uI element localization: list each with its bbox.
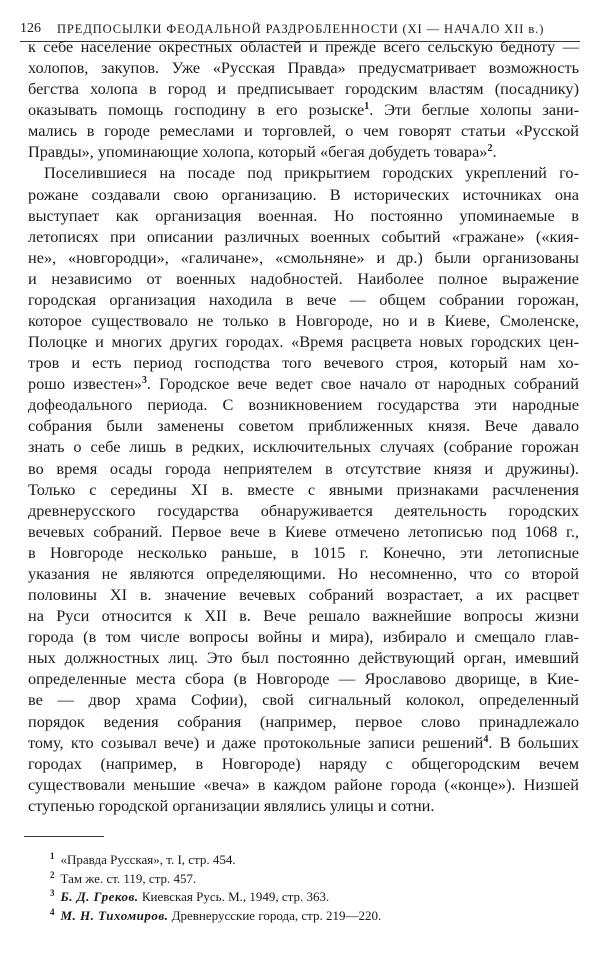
footnote-rule [24, 836, 104, 837]
text-line [28, 184, 579, 205]
text-line [28, 626, 579, 647]
text-segment: не», «новгородци», «галичане», «смольняне» и др.) были организованы [28, 247, 579, 267]
text-line [28, 331, 579, 352]
text-segment: . [492, 142, 497, 162]
text-segment: оказывать помощь господину в его розыске [28, 100, 365, 120]
text-segment: Правды», упоминающие холопа, который «бегая добудеть товара» [28, 142, 488, 162]
footnote-author: М. Н. Тихомиров. [60, 908, 169, 924]
text-line [28, 162, 579, 183]
text-segment: мались в городе ремеслами и торговлей, о чем говорят статьи «Русской [28, 121, 579, 141]
footnote [50, 907, 381, 926]
text-line [28, 795, 579, 816]
footnote-number: 3 [50, 888, 55, 899]
text-line [28, 247, 579, 268]
text-line [28, 689, 579, 710]
text-segment: Только с середины XI в. вместе с явными признаками расчленения [28, 479, 579, 499]
text-line [28, 415, 579, 436]
text-segment: городах (например, в Новгороде) наряду с общегородским вечем [28, 753, 579, 773]
text-line [28, 647, 579, 668]
footnote-text: Киевская Русь. М., 1949, стр. 363. [141, 889, 330, 905]
text-segment: знать о себе лишь в редких, исключительных случаях (собрание горожан [28, 437, 579, 457]
text-line [28, 563, 579, 584]
text-segment: и независимо от военных надобностей. Наиболее полное выражение [28, 268, 579, 288]
page-number: 126 [20, 21, 41, 36]
text-segment: . Эти беглые холопы зани- [369, 100, 579, 120]
text-segment: на Руси относится к XII в. Вече решало важнейшие вопросы жизни [28, 606, 579, 626]
text-segment: дофеодального периода. С возникновением государства эти народные [28, 395, 579, 415]
text-line [28, 268, 579, 289]
text-line [28, 458, 579, 479]
text-segment: существовали меньшие «веча» в каждом районе города («конце»). Низшей [28, 774, 579, 794]
text-line [28, 120, 579, 141]
text-line [28, 394, 579, 415]
text-line [28, 542, 579, 563]
text-line [28, 141, 579, 162]
text-segment: древнерусского государства обнаруживается деятельность городских [28, 500, 579, 520]
footnote-marker: 2 [487, 143, 493, 155]
text-segment: тров и есть период господства того вечевого строя, который нам хо- [28, 353, 579, 373]
footnote-text: Древнерусские города, стр. 219—220. [171, 908, 382, 924]
text-line [28, 226, 579, 247]
text-segment: выступает как организация военная. Но постоянно упоминаемые в [28, 205, 579, 225]
text-line [28, 57, 579, 78]
text-segment: в Новгороде несколько раньше, в 1015 г. Конечно, эти летописные [28, 542, 579, 562]
text-segment: половины XI в. значение вечевых собраний возрастает, а их расцвет [28, 585, 579, 605]
text-line [28, 605, 579, 626]
text-segment: к себе население окрестных областей и прежде всего сельскую бедноту — [28, 37, 579, 56]
text-segment: летописях при описании различных военных событий «гражане» («кия- [28, 226, 579, 246]
text-line [28, 584, 579, 605]
text-line [28, 500, 579, 521]
text-segment: Поселившиеся на посаде под прикрытием городских укреплений го- [44, 163, 579, 183]
text-line [28, 479, 579, 500]
text-segment: бегства холопа в город и предписывает городским властям (посаднику) [28, 79, 579, 99]
text-line [28, 289, 579, 310]
running-title: ПРЕДПОСЫЛКИ ФЕОДАЛЬНОЙ РАЗДРОБЛЕННОСТИ (XI — НАЧАЛО XII в.) [57, 22, 545, 36]
text-line [28, 205, 579, 226]
footnote-number: 1 [50, 851, 55, 861]
footnote-text: Там же. ст. 119, стр. 457. [60, 870, 197, 886]
footnote [50, 888, 381, 907]
text-segment: вечевых собраний. Первое вече в Киеве отмечено летописью под 1068 г., [28, 521, 579, 541]
main-text [28, 36, 579, 816]
footnote-number: 4 [50, 907, 55, 918]
text-segment: городская организация находила в вече — общем собрании горожан, [28, 289, 579, 309]
text-segment: ступенью городской организации являлись улицы и сотни. [28, 795, 435, 815]
text-line [28, 521, 579, 542]
footnote-marker: 4 [483, 733, 489, 745]
text-segment: рошо известен» [28, 374, 142, 394]
text-line [28, 352, 579, 373]
text-segment: . В больших [488, 732, 579, 752]
text-line [28, 732, 579, 753]
text-segment: собрания были заменены советом приближенных князя. Вече давало [28, 416, 579, 436]
text-line [28, 78, 579, 99]
text-line [28, 36, 579, 57]
footnote-marker: 1 [364, 101, 370, 113]
footnote [50, 851, 381, 870]
text-line [28, 668, 579, 689]
text-line [28, 373, 579, 394]
text-line [28, 753, 579, 774]
footnote-author: Б. Д. Греков. [60, 889, 139, 905]
text-segment: указания не являются определяющими. Но несомненно, что со второй [28, 563, 579, 583]
text-segment: во время осады города неприятелем в отсутствие князя и дружины). [28, 458, 579, 478]
text-segment: определенные места сбора (в Новгороде — Ярославово дворище, в Кие- [28, 669, 579, 689]
footnote-text: «Правда Русская», т. I, стр. 454. [60, 852, 236, 867]
text-segment: . Городское вече ведет свое начало от народных собраний [146, 374, 579, 394]
text-line [28, 310, 579, 331]
footnote-marker: 3 [141, 375, 147, 387]
text-segment: тому, кто созывал вече) и даже протокольные записи решений [28, 732, 484, 752]
text-segment: города (в том числе вопросы войны и мира), избирало и смещало глав- [28, 627, 579, 647]
text-segment: холопов, закупов. Уже «Русская Правда» предусматривает возможность [28, 58, 579, 78]
footnote-number: 2 [50, 869, 55, 880]
text-line [28, 711, 579, 732]
text-segment: рожане создавали свою организацию. В исторических источниках она [28, 184, 579, 204]
text-segment: ных должностных лиц. Это был постоянно действующий орган, имевший [28, 648, 579, 668]
text-segment: Полоцке и многих других городах. «Время расцвета новых городских цен- [28, 332, 579, 352]
text-segment: которое существовало не только в Новгороде, но и в Киеве, Смоленске, [28, 311, 579, 331]
footnotes [50, 851, 381, 926]
footnote [50, 870, 381, 889]
text-line [28, 99, 579, 120]
text-line [28, 774, 579, 795]
text-segment: порядок ведения собрания (например, первое слово принадлежало [28, 711, 579, 731]
text-segment: ве — двор храма Софии), свой сигнальный колокол, определенный [28, 690, 579, 710]
text-line [28, 436, 579, 457]
